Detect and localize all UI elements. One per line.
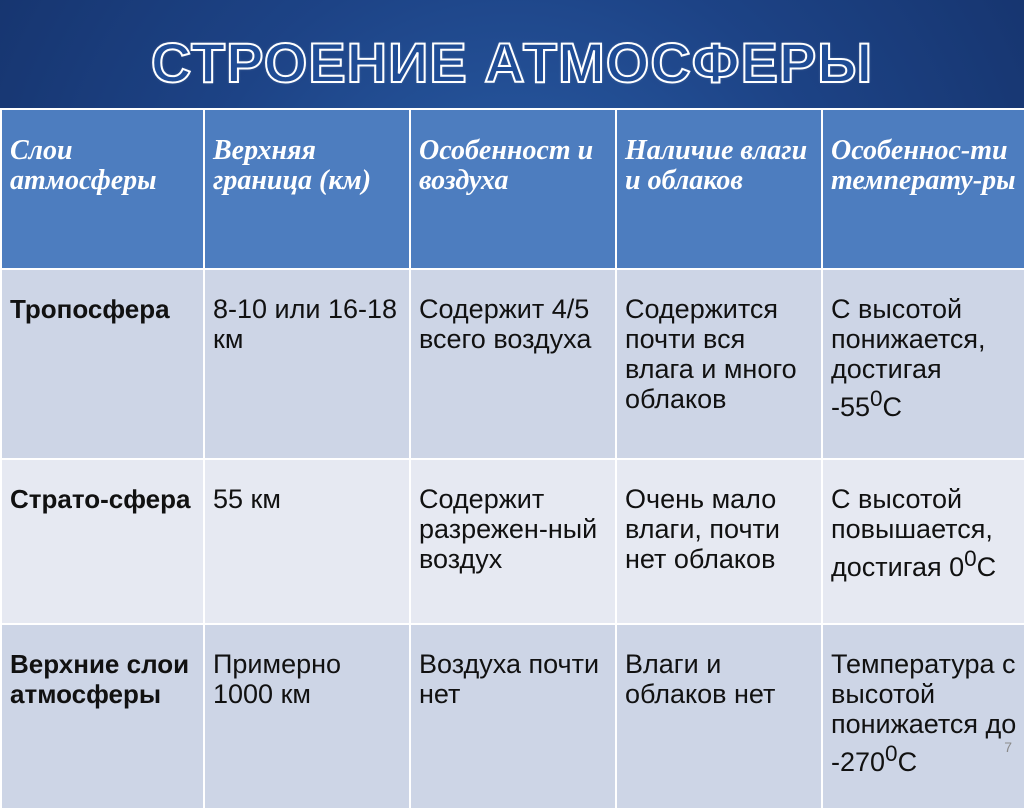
cell-moisture: Влаги и облаков нет [616,624,822,809]
cell-air: Воздуха почти нет [410,624,616,809]
cell-layer: Страто-сфера [1,459,204,624]
cell-temperature [822,624,1024,809]
degree-superscript: 0 [885,741,898,766]
header-upper-bound: Верхняя граница (км) [204,109,410,269]
table-row [1,459,1024,624]
table-row [1,269,1024,459]
cell-layer: Верхние слои атмосферы [1,624,204,809]
cell-moisture: Содержится почти вся влага и много облаков [616,269,822,459]
page-number: 7 [1004,739,1012,755]
degree-superscript: 0 [870,386,883,411]
table-header-row [1,109,1024,269]
atmosphere-structure-table [0,108,1024,810]
cell-upper-bound: 55 км [204,459,410,624]
degree-superscript: 0 [964,546,977,571]
cell-air: Содержит 4/5 всего воздуха [410,269,616,459]
header-layers: Слои атмосферы [1,109,204,269]
temperature-text: С высотой повышается, достигая 0 [831,484,993,582]
temperature-text: С высотой понижается, достигая -55 [831,294,986,422]
cell-upper-bound: Примерно 1000 км [204,624,410,809]
temperature-text: Температура с высотой понижается до -270 [831,649,1017,777]
temperature-unit: С [897,747,918,777]
temperature-unit: С [976,552,997,582]
header-moisture: Наличие влаги и облаков [616,109,822,269]
cell-temperature [822,269,1024,459]
cell-upper-bound: 8-10 или 16-18 км [204,269,410,459]
cell-moisture: Очень мало влаги, почти нет облаков [616,459,822,624]
temperature-unit: С [882,392,903,422]
header-air: Особенност и воздуха [410,109,616,269]
cell-temperature [822,459,1024,624]
cell-air: Содержит разрежен-ный воздух [410,459,616,624]
slide-title: СТРОЕНИЕ АТМОСФЕРЫ [150,31,874,94]
cell-layer: Тропосфера [1,269,204,459]
header-temperature: Особеннос-ти температу-ры [822,109,1024,269]
table-row [1,624,1024,809]
